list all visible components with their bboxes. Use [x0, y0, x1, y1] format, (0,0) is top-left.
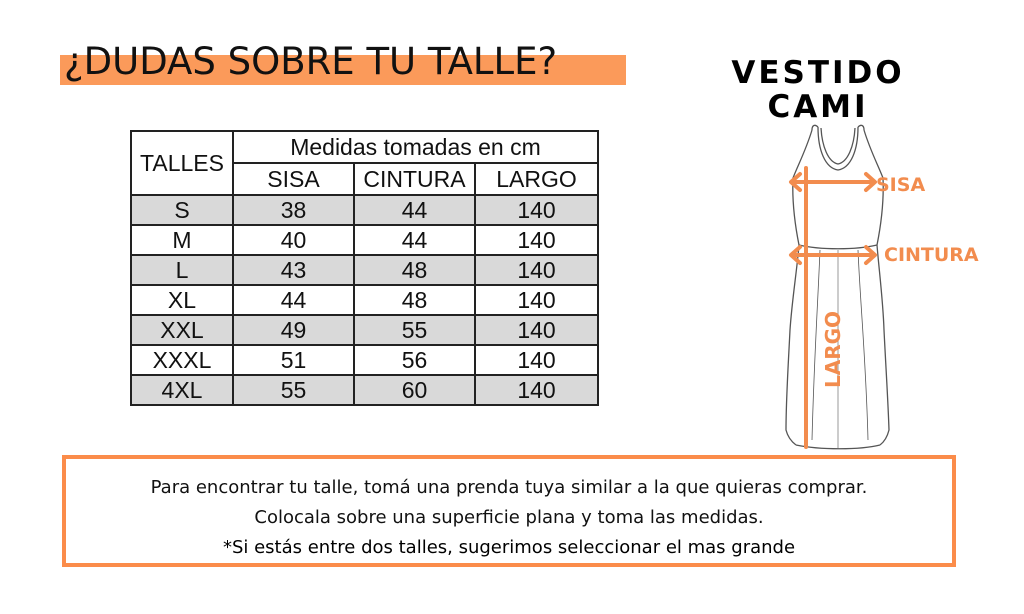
cintura-cell: 48: [354, 255, 475, 285]
column-header-cintura: CINTURA: [354, 163, 475, 195]
largo-cell: 140: [475, 375, 598, 405]
sisa-label: SISA: [876, 174, 926, 196]
cintura-label: CINTURA: [884, 244, 979, 266]
instruction-line-1: Para encontrar tu talle, tomá una prenda tuya similar a la que quieras comprar.: [150, 477, 868, 498]
largo-cell: 140: [475, 285, 598, 315]
talles-header: TALLES: [131, 131, 233, 195]
measurement-instructions: [62, 455, 956, 567]
largo-cell: 140: [475, 345, 598, 375]
largo-cell: 140: [475, 195, 598, 225]
cintura-cell: 60: [354, 375, 475, 405]
column-header-sisa: SISA: [233, 163, 354, 195]
column-header-largo: LARGO: [475, 163, 598, 195]
size-cell: XL: [131, 285, 233, 315]
cintura-cell: 44: [354, 195, 475, 225]
sisa-cell: 40: [233, 225, 354, 255]
measurement-arrows: [791, 168, 875, 447]
size-cell: 4XL: [131, 375, 233, 405]
largo-cell: 140: [475, 225, 598, 255]
largo-label: LARGO: [821, 310, 845, 388]
sisa-cell: 51: [233, 345, 354, 375]
size-cell: XXL: [131, 315, 233, 345]
instruction-recommendation: *Si estás entre dos talles, sugerimos seleccionar el mas grande: [222, 537, 796, 558]
cintura-cell: 48: [354, 285, 475, 315]
cintura-cell: 55: [354, 315, 475, 345]
sisa-cell: 55: [233, 375, 354, 405]
page-title: ¿DUDAS SOBRE TU TALLE?: [64, 40, 558, 83]
largo-cell: 140: [475, 255, 598, 285]
sisa-cell: 49: [233, 315, 354, 345]
cintura-cell: 44: [354, 225, 475, 255]
largo-cell: 140: [475, 315, 598, 345]
sisa-cell: 38: [233, 195, 354, 225]
sisa-cell: 43: [233, 255, 354, 285]
sisa-cell: 44: [233, 285, 354, 315]
product-title-line1: VESTIDO: [731, 55, 905, 91]
size-cell: XXXL: [131, 345, 233, 375]
product-title-line2: CAMI: [767, 89, 869, 125]
size-cell: M: [131, 225, 233, 255]
size-cell: L: [131, 255, 233, 285]
instruction-line-2: Colocala sobre una superficie plana y toma las medidas.: [254, 507, 764, 528]
size-cell: S: [131, 195, 233, 225]
cintura-cell: 56: [354, 345, 475, 375]
measures-group-header: Medidas tomadas en cm: [233, 131, 598, 163]
